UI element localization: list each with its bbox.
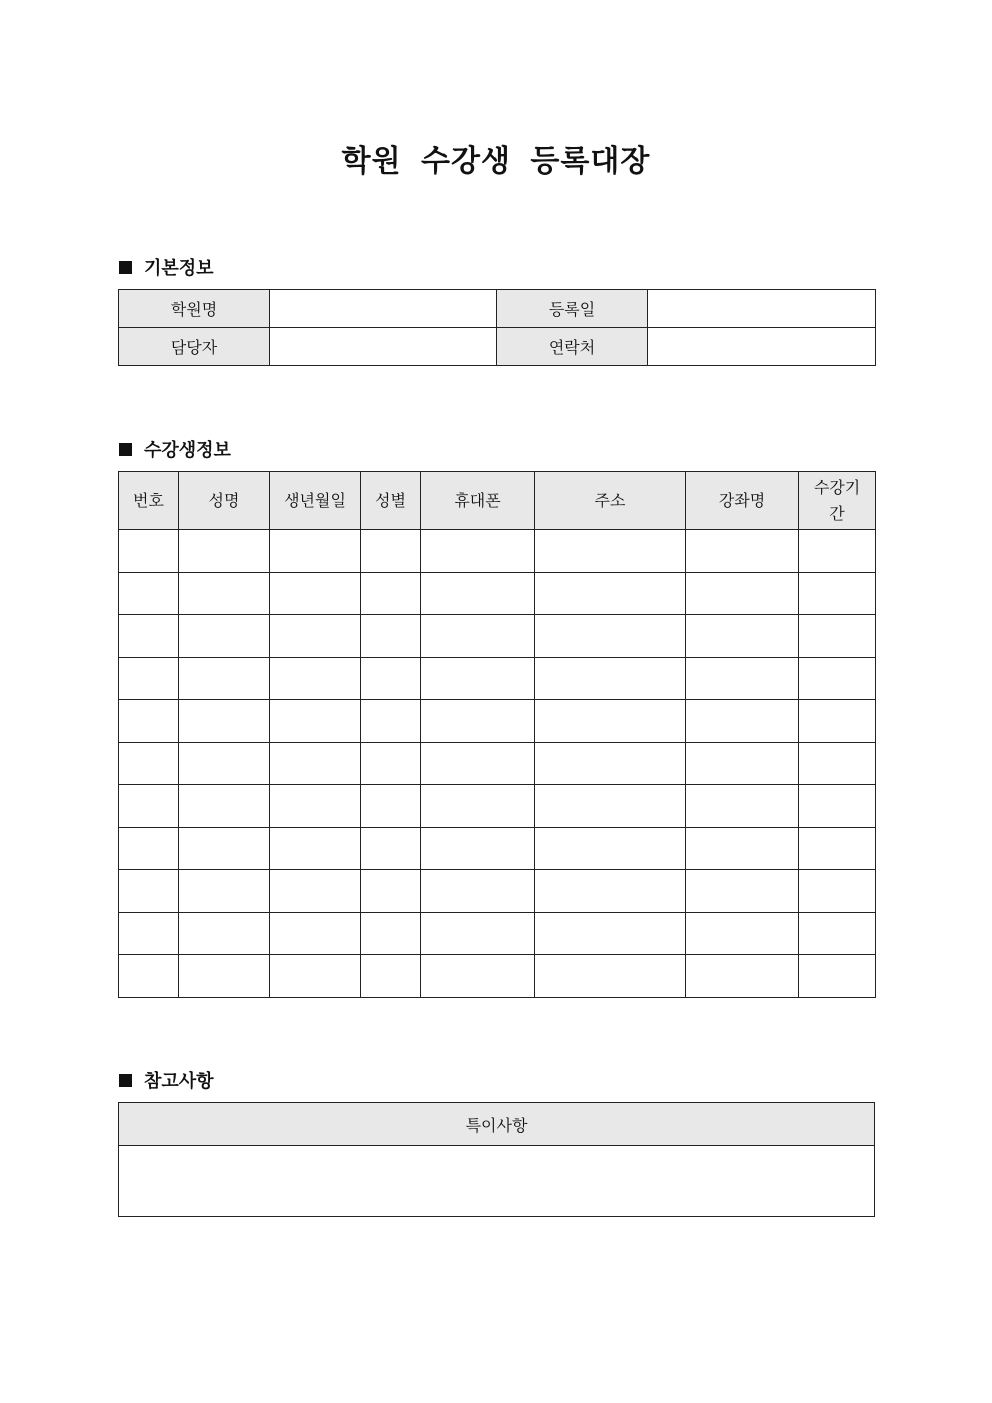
mobile-cell[interactable] — [421, 955, 535, 998]
period-cell[interactable] — [799, 572, 876, 615]
number-cell[interactable] — [119, 742, 179, 785]
gender-cell[interactable] — [361, 742, 421, 785]
gender-cell[interactable] — [361, 700, 421, 743]
number-cell[interactable] — [119, 530, 179, 573]
name-cell[interactable] — [179, 742, 270, 785]
mobile-cell[interactable] — [421, 870, 535, 913]
course-cell[interactable] — [686, 870, 799, 913]
table-row — [119, 657, 876, 700]
square-bullet-icon — [119, 443, 132, 456]
column-header-gender: 성별 — [361, 472, 421, 530]
academy-name-label: 학원명 — [119, 290, 270, 328]
basic-info-table — [118, 289, 876, 366]
square-bullet-icon — [119, 261, 132, 274]
manager-field[interactable] — [270, 328, 497, 366]
column-header-birthdate: 생년월일 — [270, 472, 361, 530]
special-notes-header: 특이사항 — [119, 1103, 875, 1146]
period-cell[interactable] — [799, 955, 876, 998]
number-cell[interactable] — [119, 912, 179, 955]
number-cell[interactable] — [119, 657, 179, 700]
table-row — [119, 742, 876, 785]
gender-cell[interactable] — [361, 785, 421, 828]
table-row — [119, 700, 876, 743]
course-cell[interactable] — [686, 785, 799, 828]
notes-heading-label: 참고사항 — [144, 1071, 214, 1092]
birthdate-cell[interactable] — [270, 955, 361, 998]
academy-name-field[interactable] — [270, 290, 497, 328]
student-info-heading — [119, 436, 231, 462]
period-cell[interactable] — [799, 657, 876, 700]
period-cell[interactable] — [799, 742, 876, 785]
address-cell[interactable] — [535, 827, 686, 870]
course-cell[interactable] — [686, 827, 799, 870]
gender-cell[interactable] — [361, 827, 421, 870]
gender-cell[interactable] — [361, 530, 421, 573]
course-cell[interactable] — [686, 955, 799, 998]
table-row — [119, 870, 876, 913]
table-row — [119, 572, 876, 615]
table-header-row — [119, 472, 876, 530]
table-row — [119, 290, 876, 328]
table-row — [119, 785, 876, 828]
table-row — [119, 912, 876, 955]
course-cell[interactable] — [686, 700, 799, 743]
birthdate-cell[interactable] — [270, 870, 361, 913]
number-cell[interactable] — [119, 615, 179, 658]
address-cell[interactable] — [535, 870, 686, 913]
address-cell[interactable] — [535, 785, 686, 828]
birthdate-cell[interactable] — [270, 657, 361, 700]
student-info-heading-label: 수강생정보 — [144, 440, 231, 461]
address-cell[interactable] — [535, 530, 686, 573]
name-cell[interactable] — [179, 530, 270, 573]
number-cell[interactable] — [119, 785, 179, 828]
period-cell[interactable] — [799, 615, 876, 658]
course-cell[interactable] — [686, 615, 799, 658]
student-info-table — [118, 471, 876, 998]
name-cell[interactable] — [179, 827, 270, 870]
period-cell[interactable] — [799, 785, 876, 828]
mobile-cell[interactable] — [421, 572, 535, 615]
name-cell[interactable] — [179, 785, 270, 828]
birthdate-cell[interactable] — [270, 700, 361, 743]
birthdate-cell[interactable] — [270, 912, 361, 955]
contact-field[interactable] — [648, 328, 876, 366]
basic-info-heading-label: 기본정보 — [144, 258, 214, 279]
birthdate-cell[interactable] — [270, 572, 361, 615]
name-cell[interactable] — [179, 870, 270, 913]
name-cell[interactable] — [179, 572, 270, 615]
address-cell[interactable] — [535, 742, 686, 785]
gender-cell[interactable] — [361, 955, 421, 998]
course-cell[interactable] — [686, 657, 799, 700]
name-cell[interactable] — [179, 912, 270, 955]
period-cell[interactable] — [799, 700, 876, 743]
birthdate-cell[interactable] — [270, 615, 361, 658]
name-cell[interactable] — [179, 615, 270, 658]
name-cell[interactable] — [179, 955, 270, 998]
address-cell[interactable] — [535, 572, 686, 615]
gender-cell[interactable] — [361, 572, 421, 615]
birthdate-cell[interactable] — [270, 742, 361, 785]
basic-info-heading — [119, 254, 214, 280]
address-cell[interactable] — [535, 615, 686, 658]
number-cell[interactable] — [119, 700, 179, 743]
mobile-cell[interactable] — [421, 700, 535, 743]
course-cell[interactable] — [686, 530, 799, 573]
special-notes-field[interactable] — [119, 1146, 875, 1217]
gender-cell[interactable] — [361, 657, 421, 700]
period-cell[interactable] — [799, 530, 876, 573]
mobile-cell[interactable] — [421, 785, 535, 828]
mobile-cell[interactable] — [421, 657, 535, 700]
notes-table — [118, 1102, 875, 1217]
address-cell[interactable] — [535, 700, 686, 743]
registration-date-label: 등록일 — [497, 290, 648, 328]
name-cell[interactable] — [179, 657, 270, 700]
name-cell[interactable] — [179, 700, 270, 743]
number-cell[interactable] — [119, 955, 179, 998]
gender-cell[interactable] — [361, 870, 421, 913]
table-row — [119, 1146, 875, 1217]
contact-label: 연락처 — [497, 328, 648, 366]
table-row — [119, 955, 876, 998]
column-header-address: 주소 — [535, 472, 686, 530]
manager-label: 담당자 — [119, 328, 270, 366]
period-cell[interactable] — [799, 912, 876, 955]
address-cell[interactable] — [535, 912, 686, 955]
period-cell[interactable] — [799, 827, 876, 870]
mobile-cell[interactable] — [421, 827, 535, 870]
mobile-cell[interactable] — [421, 912, 535, 955]
course-cell[interactable] — [686, 742, 799, 785]
registration-date-field[interactable] — [648, 290, 876, 328]
number-cell[interactable] — [119, 827, 179, 870]
table-row — [119, 328, 876, 366]
mobile-cell[interactable] — [421, 742, 535, 785]
square-bullet-icon — [119, 1074, 132, 1087]
column-header-name: 성명 — [179, 472, 270, 530]
period-cell[interactable] — [799, 870, 876, 913]
birthdate-cell[interactable] — [270, 827, 361, 870]
number-cell[interactable] — [119, 572, 179, 615]
column-header-course: 강좌명 — [686, 472, 799, 530]
gender-cell[interactable] — [361, 912, 421, 955]
column-header-number: 번호 — [119, 472, 179, 530]
notes-heading — [119, 1067, 214, 1093]
address-cell[interactable] — [535, 657, 686, 700]
column-header-period: 수강기간 — [799, 472, 876, 530]
mobile-cell[interactable] — [421, 615, 535, 658]
table-row — [119, 827, 876, 870]
table-row — [119, 615, 876, 658]
course-cell[interactable] — [686, 912, 799, 955]
gender-cell[interactable] — [361, 615, 421, 658]
course-cell[interactable] — [686, 572, 799, 615]
number-cell[interactable] — [119, 870, 179, 913]
page-title: 학원 수강생 등록대장 — [341, 144, 651, 179]
birthdate-cell[interactable] — [270, 530, 361, 573]
table-header-row — [119, 1103, 875, 1146]
address-cell[interactable] — [535, 955, 686, 998]
table-row — [119, 530, 876, 573]
mobile-cell[interactable] — [421, 530, 535, 573]
birthdate-cell[interactable] — [270, 785, 361, 828]
column-header-mobile: 휴대폰 — [421, 472, 535, 530]
